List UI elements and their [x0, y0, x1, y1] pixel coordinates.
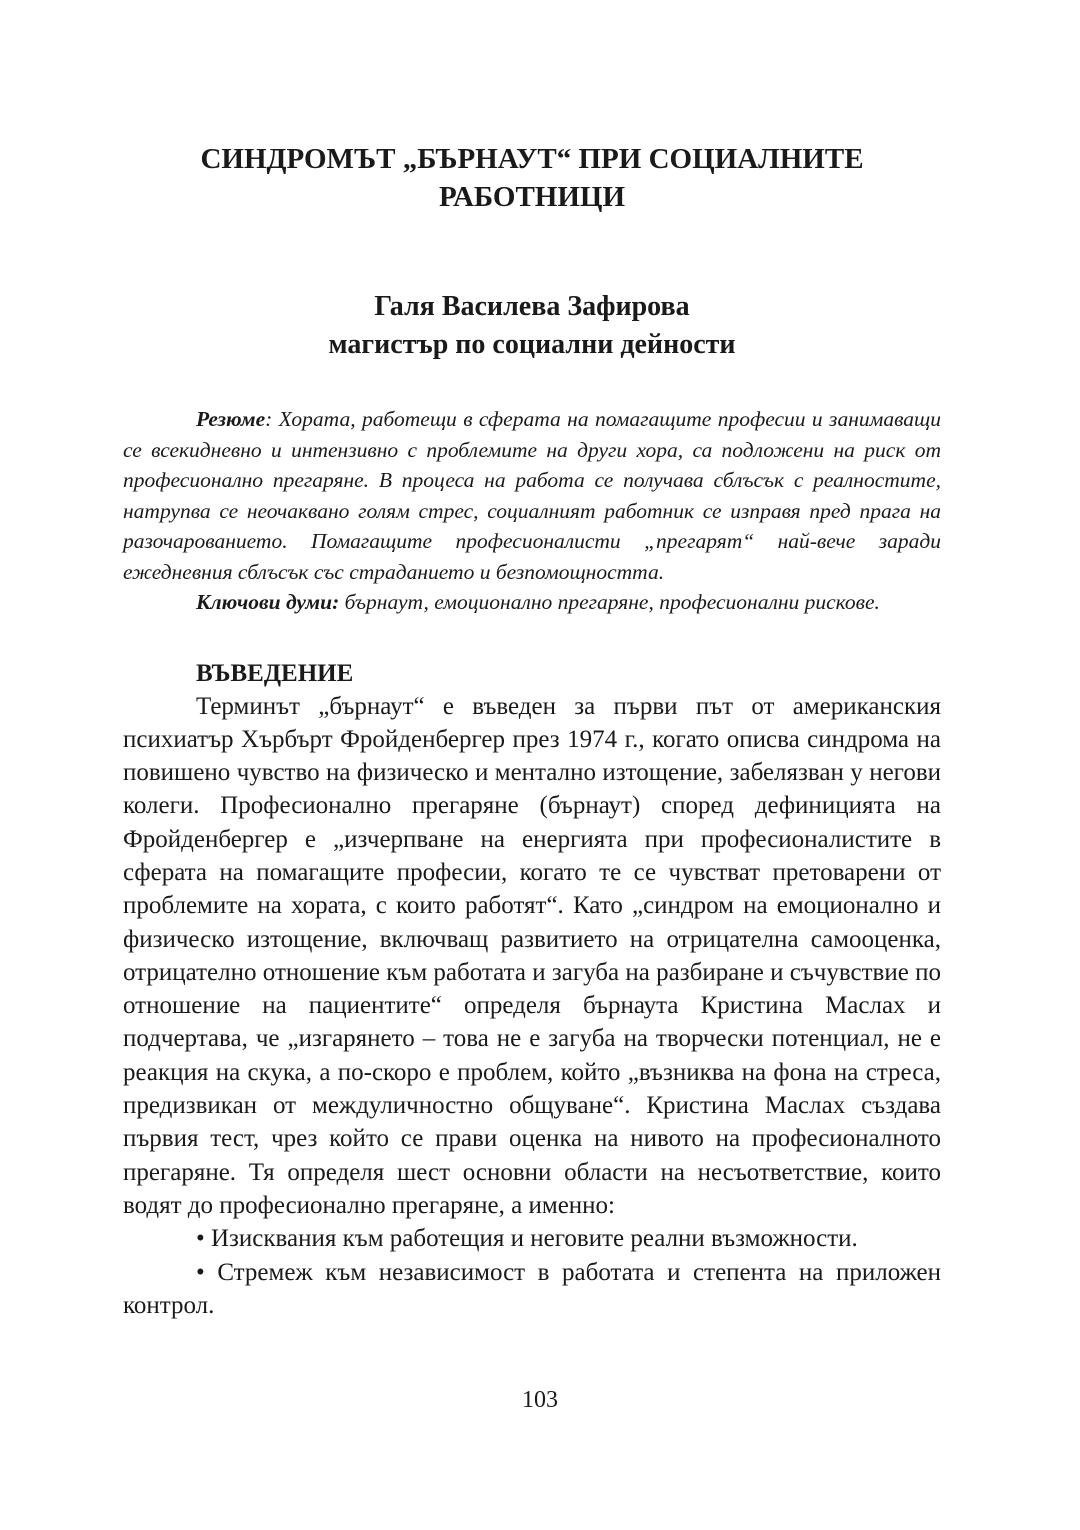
title-line-1: СИНДРОМЪТ „БЪРНАУТ“ ПРИ СОЦИАЛНИТЕ [200, 143, 864, 175]
section-heading: ВЪВЕДЕНИЕ [196, 659, 354, 687]
page-number: 103 [522, 1387, 558, 1413]
bullet-item: • Стремеж към независимост в работата и степента на приложен контрол. [123, 1258, 941, 1319]
section-body [123, 690, 941, 1323]
keywords-label: Ключови думи: [196, 590, 340, 614]
body-paragraph: Терминът „бърнаут“ е въведен за първи път от американския психиатър Хърбърт Фройденбергер през 1974 г., когато описва синдрома на повишено чувство на физическо и ментално изтощение, забелязван у негови колеги. Професионално прегаряне (бърнаут) според дефиницията на Фройденбергер е „изчерпване на енергията при професионалистите в сферата на помагащите професии, когато те се чувстват претоварени от проблемите на хората, с които работят“. Като „синдром на емоционално и физическо изтощение, включващ развитието на отрицателна самооценка, отрицателно отношение към работата и загуба на разбиране и съчувствие по отношение на пациентите“ определя бърнаута Кристина Маслах и подчертава, че „изгарянето – това не е загуба на творчески потенциал, не е реакция на скука, а по-скоро е проблем, който „възниква на фона на стреса, предизвикан от междуличностно общуване“. Кристина Маслах създава първия тест, чрез който се прави оценка на нивото на професионалното прегаряне. Тя определя шест основни области на несъответствие, които водят до професионално прегаряне, а именно: [123, 692, 941, 1219]
author-block [123, 288, 941, 364]
bullet-item: • Изисквания към работещия и неговите реални възможности. [196, 1225, 858, 1253]
page-content [123, 140, 941, 1322]
author-position: магистър по социални дейности [328, 329, 736, 360]
keywords-paragraph [123, 587, 941, 618]
title-line-2: РАБОТНИЦИ [438, 181, 626, 213]
abstract-paragraph [123, 404, 941, 587]
abstract-label: Резюме [196, 407, 266, 431]
keywords-text: бърнаут, емоционално прегаряне, професионални рискове. [339, 590, 880, 614]
abstract-text: : Хората, работещи в сферата на помагащите професии и занимаващи се всекидневно и интензивно с проблемите на други хора, са подложени на риск от професионално прегаряне. В процеса на работа се получава сблъсък с реалностите, натрупва се неочаквано голям стрес, социалният работник се изправя пред прага на разочарованието. Помагащите професионалисти „прегарят“ най-вече заради ежедневния сблъсък със страданието и безпомощността. [123, 407, 941, 584]
author-name: Галя Василева Зафирова [374, 291, 690, 322]
abstract-block [123, 404, 941, 618]
article-title [123, 140, 941, 216]
